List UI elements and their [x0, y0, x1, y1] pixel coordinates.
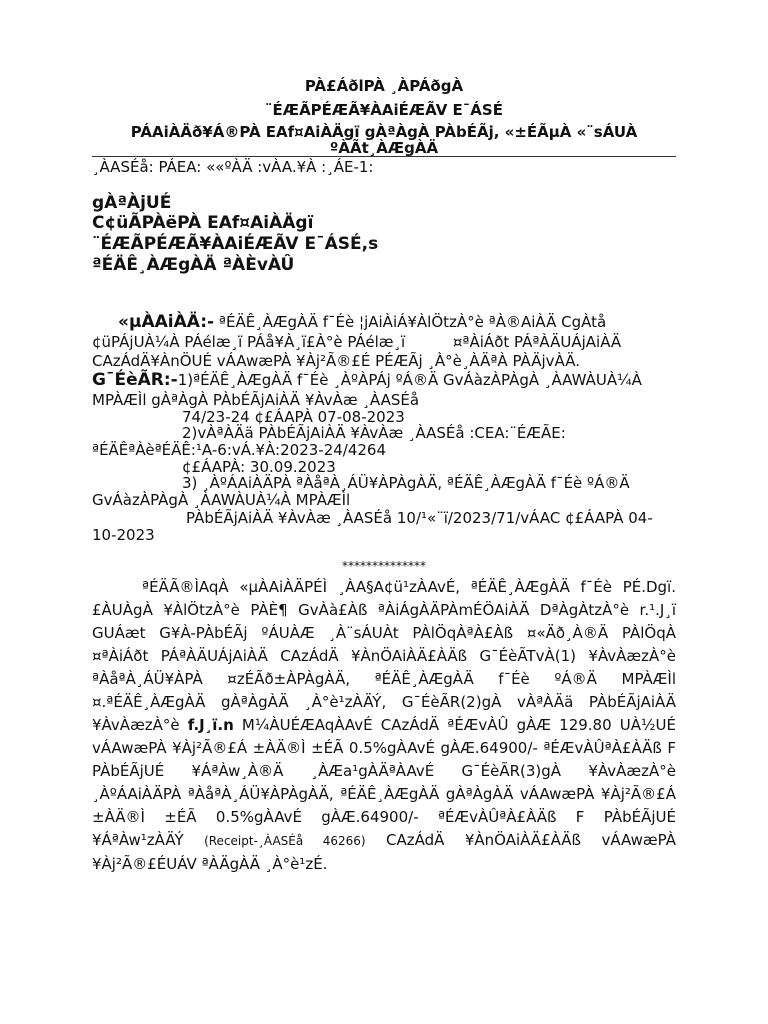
- reference-2-line-c: ¢£ÁAPÀ: 30.09.2023: [182, 458, 336, 476]
- address-line-2: C¢üÃPÀëPÀ EAf¤AiÀÄgï: [92, 213, 314, 233]
- reference-3-line-c: PÀbÉÃjAiÀÄ ¥ÀvÀæ ¸ÀASÉå 10/¹«¨ï/2023/71/vÁAC ¢£ÁAPÀ 04-: [186, 509, 653, 527]
- separator-stars: **************: [342, 559, 426, 573]
- body-text-end: CAzÁdÄ ¥ÀnÖAiÀÄ£ÀÄß vÁAwæPÀ ¥Àj²Ã®£ÉUÁV ªÀÄgÀÄ ¸À°è¹zÉ.: [92, 831, 676, 873]
- reference-1-text-a: 1)ªÉÄÊ¸ÀÆgÀÄ f¯Éè ¸ÀºÀPÁj ºÁ®Ä GvÁàzÀPÀgÀ ¸ÀAWÀUÀ¼À: [177, 371, 642, 389]
- subject-line-2: ¢üPÁjUÀ¼À PÁélæ¸ï PÁå¥À¸ï£À°è PÁélæ¸ï ¤ªÀiÁðt PÁªÀÄUÁjAiÀÄ: [92, 333, 622, 351]
- reference-2-line-b: ªÉÄÊªÀèªÉÄÊ:¹A-6:vÁ.¥À:2023-24/4264: [92, 441, 387, 459]
- address-line-1: gÀªÀjUÉ: [92, 193, 172, 213]
- subject-line-1: [118, 312, 606, 332]
- body-receipt-number: (Receipt-¸ÀASÉå 46266): [204, 834, 366, 848]
- reference-1-line-b: MPÀÆÌl gÀªÀgÀ PÀbÉÃjAiÀÄ ¥ÀvÀæ ¸ÀASÉå: [92, 391, 420, 409]
- file-number: ¸ÀASÉå: PÁEA: ««ºÀÄ :vÀA.¥À :¸ÁE-1:: [92, 158, 374, 176]
- header-line-3: PÁAiÀÄð¥Á®PÀ EAf¤AiÀÄgï gÀªÀgÀ PÀbÉÃj, «±ÉÃµÀ «¨sÁUÀ: [130, 123, 638, 141]
- reference-1-line-c: 74/23-24 ¢£ÁAPÀ 07-08-2023: [182, 408, 405, 426]
- reference-1-line-a: [92, 370, 642, 390]
- header-line-2: ¨ÉÆÃPÉÆÃ¥ÀAiÉÆÃV E¯ÁSÉ: [265, 101, 503, 119]
- body-bold-abbrev: f.J¸ï.n: [187, 716, 234, 734]
- body-paragraph: [92, 576, 676, 876]
- subject-line-3: CAzÁdÄ¥ÀnÖUÉ vÁAwæPÀ ¥Àj²Ã®£É PÉÆÃj ¸À°è¸ÀÄªÀ PÀÄjvÀÄ.: [92, 352, 580, 370]
- reference-3-line-a: 3) ¸ÀºÁAiÀÄPÀ ªÀåªÀ¸ÁÜ¥ÀPÀgÀÄ, ªÉÄÊ¸ÀÆgÀÄ f¯Éè ºÁ®Ä: [182, 474, 630, 492]
- subject-text-1: ªÉÄÊ¸ÀÆgÀÄ f¯Éè ¦jAiÀiÁ¥ÀlÖtzÀ°è ªÀ®AiÀÄ CgÀtå: [214, 313, 607, 331]
- references-label: G¯ÉèÃR:-: [92, 370, 178, 390]
- subject-label: «µÀAiÀÄ:-: [118, 312, 215, 332]
- header-line-4: ºÀÃt¸ÀÆgÀÄ: [329, 139, 439, 157]
- address-line-4: ªÉÄÊ¸ÀÆgÀÄ ªÀÈvÀÛ: [92, 255, 295, 275]
- reference-3-line-d: 10-2023: [92, 526, 155, 544]
- reference-2-line-a: 2)vÀªÀÄä PÀbÉÃjAiÀÄ ¥ÀvÀæ ¸ÀASÉå :CEA:¨ÉÆÃE:: [182, 424, 566, 442]
- header-line-1: PÀ£ÁðlPÀ ¸ÀPÁðgÀ: [304, 77, 464, 95]
- body-text-start: ªÉÄÃ®ÌAqÀ «µÀAiÀÄPÉÌ ¸ÀA§A¢ü¹zÀAvÉ, ªÉÄÊ¸ÀÆgÀÄ f¯Éè PÉ.Dgï. £ÀUÀgÀ ¥ÀlÖtzÀ°è PÀÈ¶ GvÀà£Àß ªÀiÁgÀÄPÀmÉÖAiÀÄ DªÀgÀtzÀ°è r.¹.J¸ï GUÁæt G¥À-PÀbÉÃj ºÁUÀÆ ¸À¨sÁUÀt PÀlÖqÀªÀ£Àß ¤«Äð¸À®Ä PÀlÖqÀ ¤ªÀiÁðt PÁªÀÄUÁjAiÀÄ CAzÁdÄ ¥ÀnÖAiÀÄ£ÀÄß G¯ÉèÃTvÀ(1) ¥ÀvÀæzÀ°è ªÀåªÀ¸ÁÜ¥ÀPÀ ¤zÉÃð±ÀPÀgÀÄ, ªÉÄÊ¸ÀÆgÀÄ f¯Éè ºÁ®Ä MPÀÆÌl ¤.ªÉÄÊ¸ÀÆgÀÄ gÀªÀgÀÄ ¸À°è¹zÀÄÝ, G¯ÉèÃR(2)gÀ vÀªÀÄä PÀbÉÃjAiÀÄ ¥ÀvÀæzÀ°è: [92, 578, 676, 734]
- body-text-middle: M¼ÀUÉÆAqÀAvÉ CAzÁdÄ ªÉÆvÀÛ gÀÆ 129.80 UÀ½UÉ vÁAwæPÀ ¥Àj²Ã®£Á ±ÀÄ®Ì ±ÉÃ 0.5%gÀAvÉ gÀÆ.64900/- ªÉÆvÀÛªÀ£ÀÄß F PÀbÉÃjUÉ ¥ÁªÀw¸À®Ä ¸ÀÆa¹gÀÄªÀAvÉ G¯ÉèÃR(3)gÀ ¥ÀvÀæzÀ°è ¸ÀºÁAiÀÄPÀ ªÀåªÀ¸ÁÜ¥ÀPÀgÀÄ, ªÉÄÊ¸ÀÆgÀÄ gÀªÀgÀÄ vÁAwæPÀ ¥Àj²Ã®£Á ±ÀÄ®Ì ±ÉÃ 0.5%gÀAvÉ gÀÆ.64900/- ªÉÆvÀÛªÀ£ÀÄß F PÀbÉÃjUÉ ¥ÁªÀw¹zÀÄÝ: [92, 716, 676, 849]
- reference-3-line-b: GvÁàzÀPÀgÀ ¸ÀAWÀUÀ¼À MPÀÆÌl: [92, 491, 351, 509]
- address-line-3: ¨ÉÆÃPÉÆÃ¥ÀAiÉÆÃV E¯ÁSÉ,s: [92, 234, 379, 254]
